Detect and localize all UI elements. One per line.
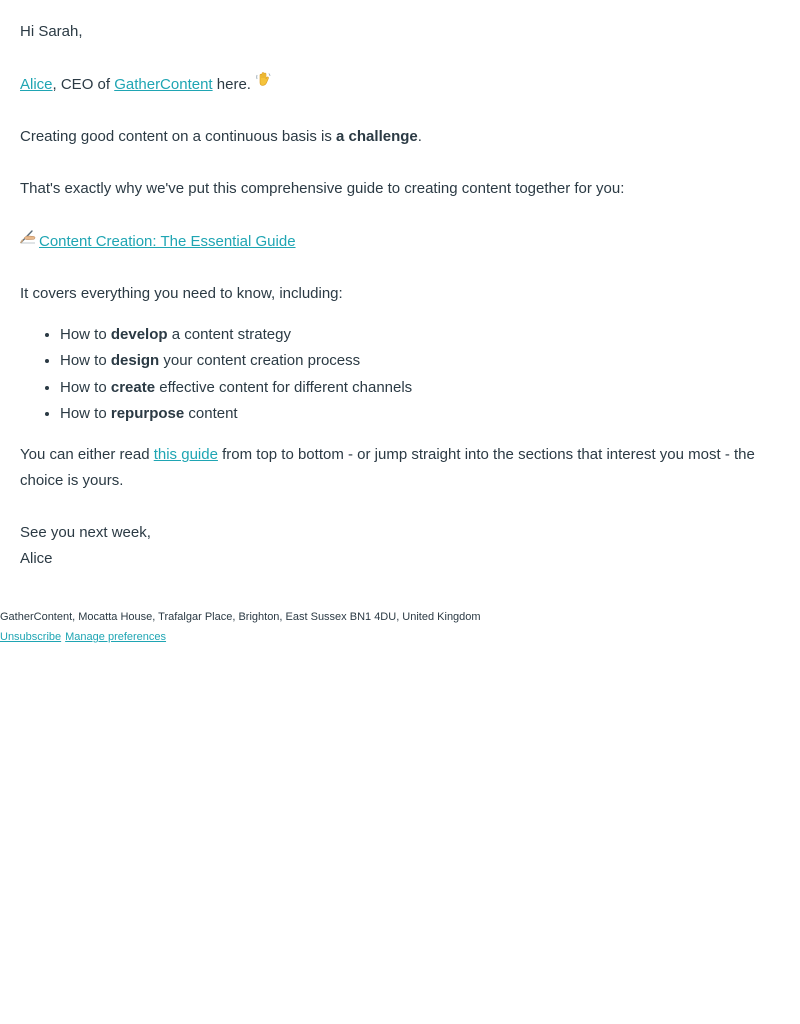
bullet-bold: design: [110, 352, 160, 370]
bullet-rest: your content creation process: [159, 352, 361, 370]
read-choice-before: You can either read: [20, 446, 154, 464]
bullet-prefix: How to: [60, 326, 111, 343]
covers-intro: It covers everything you need to know, including:: [20, 285, 343, 302]
unsubscribe-link[interactable]: Unsubscribe: [0, 631, 62, 643]
challenge-before: Creating good content on a continuous basis is: [20, 128, 337, 145]
signoff: See you next week,: [20, 524, 151, 542]
guide-intro: That's exactly why we've put this comprehensive guide to creating content together for you:: [20, 180, 625, 197]
signature: Alice: [20, 550, 53, 568]
bullet-prefix: How to: [60, 378, 111, 396]
footer-address: GatherContent, Mocatta House, Trafalgar Place, Brighton, East Sussex BN1 4DU, United Kingdom: [0, 611, 481, 623]
challenge-bold: a challenge: [336, 128, 418, 145]
bullet-rest: content: [184, 404, 238, 422]
waving-hand-icon: [255, 71, 271, 87]
footer-links: [0, 627, 481, 647]
read-choice-line: [20, 442, 780, 494]
list-item: [60, 348, 780, 374]
intro-line: [20, 71, 780, 98]
read-choice-after: from top to bottom - or jump straight into the sections that interest you most - the choice is yours.: [20, 446, 755, 490]
guide-line: [20, 228, 780, 255]
bullet-bold: develop: [110, 326, 168, 343]
bullet-bold: repurpose: [110, 404, 185, 422]
sender-name-link[interactable]: Alice: [20, 76, 53, 93]
intro-suffix: here.: [212, 76, 251, 93]
greeting: Hi Sarah,: [20, 23, 83, 40]
essential-guide-link[interactable]: Content Creation: The Essential Guide: [39, 233, 296, 250]
this-guide-link[interactable]: this guide: [153, 446, 218, 464]
writing-hand-icon: [20, 228, 36, 244]
list-item: [60, 322, 780, 348]
manage-preferences-link[interactable]: Manage preferences: [65, 631, 167, 643]
list-item: [60, 401, 780, 427]
bullet-prefix: How to: [60, 352, 111, 370]
list-item: [60, 375, 780, 401]
topics-list: [20, 322, 780, 427]
sender-role-text: , CEO of: [52, 76, 115, 93]
bullet-rest: effective content for different channels: [155, 378, 413, 396]
bullet-rest: a content strategy: [167, 326, 291, 343]
email-body: [20, 19, 780, 572]
bullet-prefix: How to: [60, 404, 111, 422]
email-footer: [0, 607, 481, 647]
bullet-bold: create: [110, 378, 156, 396]
challenge-after: .: [417, 128, 422, 145]
company-link[interactable]: GatherContent: [114, 76, 213, 93]
challenge-line: [20, 124, 780, 150]
